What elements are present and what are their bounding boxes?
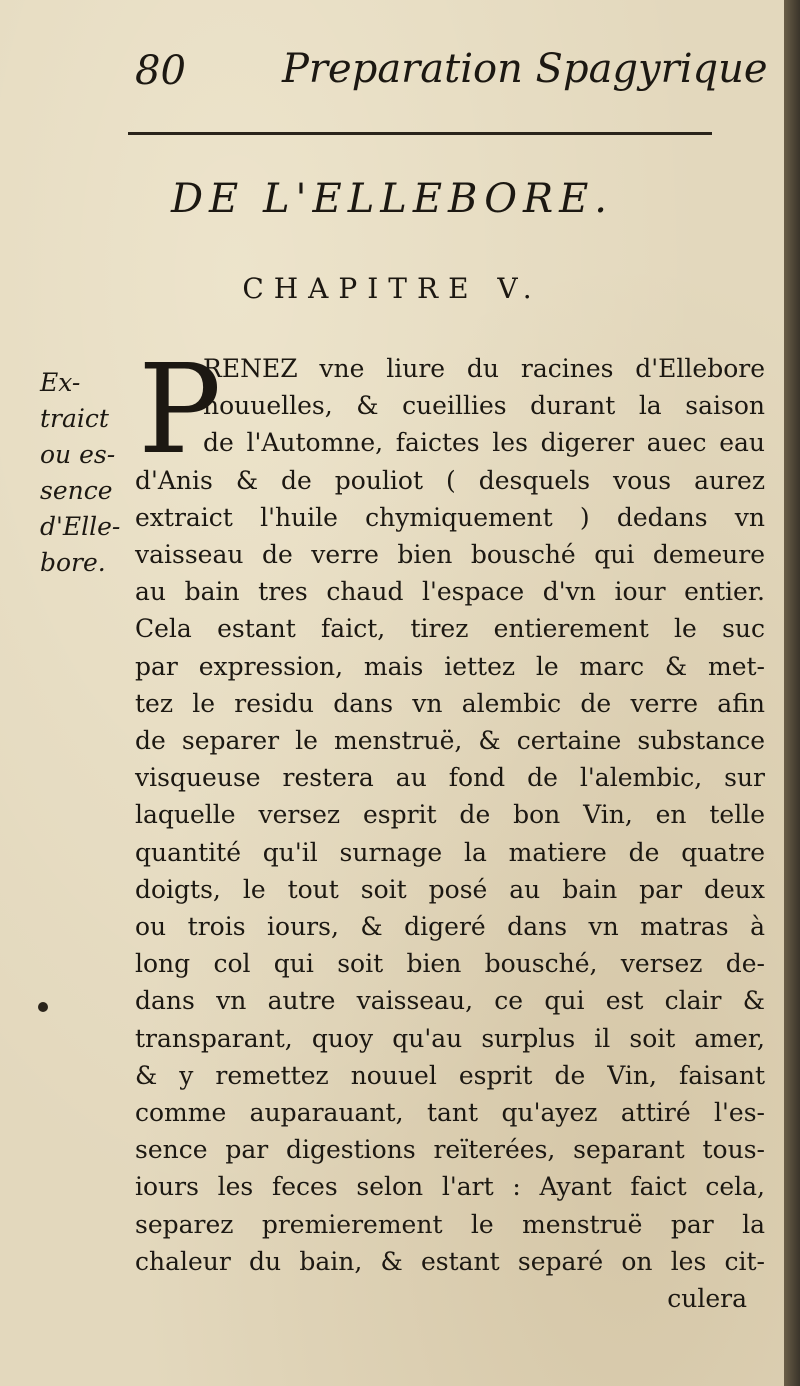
text-line: iours les feces selon l'art : Ayant faict cela, <box>135 1172 765 1202</box>
margin-note <box>40 365 132 581</box>
text-line: comme auparauant, tant qu'ayez attiré l'es- <box>135 1098 765 1128</box>
header-rule <box>128 132 712 135</box>
text-line: par expression, mais iettez le marc & met- <box>135 651 765 681</box>
text-line: chaleur du bain, & estant separé on les cit- <box>135 1246 765 1276</box>
body-text <box>135 338 765 1317</box>
text-line: RENEZ vne liure du racines d'Ellebore <box>203 354 765 383</box>
text-line: ou trois iours, & digeré dans vn matras à <box>135 912 765 942</box>
text-line: de l'Automne, faictes les digerer auec eau <box>203 428 765 458</box>
text-line: tez le residu dans vn alembic de verre afin <box>135 688 765 718</box>
margin-note-line: traict <box>40 404 109 433</box>
margin-note-line: d'Elle- <box>40 512 121 541</box>
text-line: doigts, le tout soit posé au bain par deux <box>135 874 765 904</box>
text-line: laquelle versez esprit de bon Vin, en telle <box>135 800 765 830</box>
margin-note-line: bore. <box>40 548 106 577</box>
chapter-heading: CHAPITRE V. <box>242 272 542 305</box>
text-line: de separer le menstruë, & certaine substance <box>135 726 765 756</box>
section-title: DE L'ELLEBORE. <box>170 176 614 222</box>
text-line: dans vn autre vaisseau, ce qui est clair & <box>135 986 765 1016</box>
text-line: long col qui soit bien bousché, versez de- <box>135 949 765 979</box>
margin-note-line: ou es- <box>40 440 116 469</box>
text-line: Cela estant faict, tirez entierement le suc <box>135 614 765 644</box>
page-number: 80 <box>135 48 186 94</box>
text-line: & y remettez nouuel esprit de Vin, faisant <box>135 1060 765 1090</box>
text-line: vaisseau de verre bien bousché qui demeure <box>135 540 765 570</box>
running-title: Preparation Spagyrique <box>282 46 768 92</box>
page-edge <box>784 0 800 1386</box>
text-line: au bain tres chaud l'espace d'vn iour entier. <box>135 577 765 607</box>
text-line: d'Anis & de pouliot ( desquels vous aurez <box>135 465 765 495</box>
drop-cap: P <box>138 338 222 482</box>
text-line: visqueuse restera au fond de l'alembic, sur <box>135 763 765 793</box>
margin-note-line: sence <box>40 476 113 505</box>
text-line: sence par digestions reïterées, separant tous- <box>135 1135 765 1165</box>
text-line: transparant, quoy qu'au surplus il soit amer, <box>135 1023 765 1053</box>
text-line: nouuelles, & cueillies durant la saison <box>203 391 765 421</box>
catchword: culera <box>667 1284 747 1314</box>
text-line: quantité qu'il surnage la matiere de quatre <box>135 837 765 867</box>
page-header <box>0 40 784 100</box>
margin-bullet-icon <box>38 1002 48 1012</box>
text-line: separez premierement le menstruë par la <box>135 1209 765 1239</box>
margin-note-line: Ex- <box>40 368 81 397</box>
text-line: extraict l'huile chymiquement ) dedans vn <box>135 502 765 532</box>
